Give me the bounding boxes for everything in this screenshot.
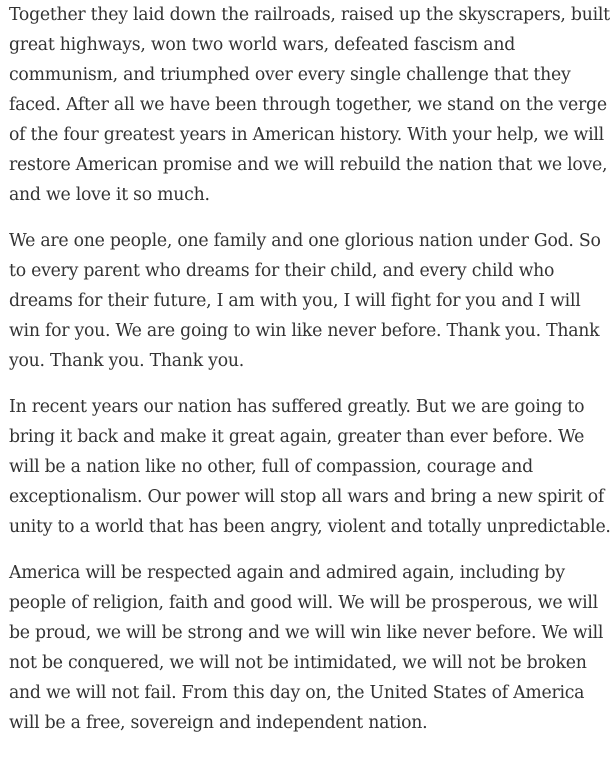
paragraph-4: America will be respected again and admired again, including by people of religion, faith and good will. We will be prosperous, we will be proud, we will be strong and we will win like never before. We will not be conquered, we will not be intimidated, we will not be broken and we will not fail. From this day on, the United States of America will be a free, sovereign and independent nation. <box>9 563 604 733</box>
paragraph-1: Together they laid down the railroads, raised up the skyscrapers, built great highways, won two world wars, defeated fascism and communism, and triumphed over every single challenge that they faced. After all we have been through together, we stand on the verge of the four greatest years in American history. With your help, we will restore American promise and we will rebuild the nation that we love, and we love it so much. <box>9 5 610 205</box>
paragraph-2: We are one people, one family and one glorious nation under God. So to every parent who dreams for their child, and every child who dreams for their future, I am with you, I will fight for you and I will win for you. We are going to win like never before. Thank you. Thank you. Thank you. Thank you. <box>9 231 601 371</box>
paragraph-3: In recent years our nation has suffered greatly. But we are going to bring it back and make it great again, greater than ever before. We will be a nation like no other, full of compassion, courage and exceptionalism. Our power will stop all wars and bring a new spirit of unity to a world that has been angry, violent and totally unpredictable. <box>9 397 611 537</box>
